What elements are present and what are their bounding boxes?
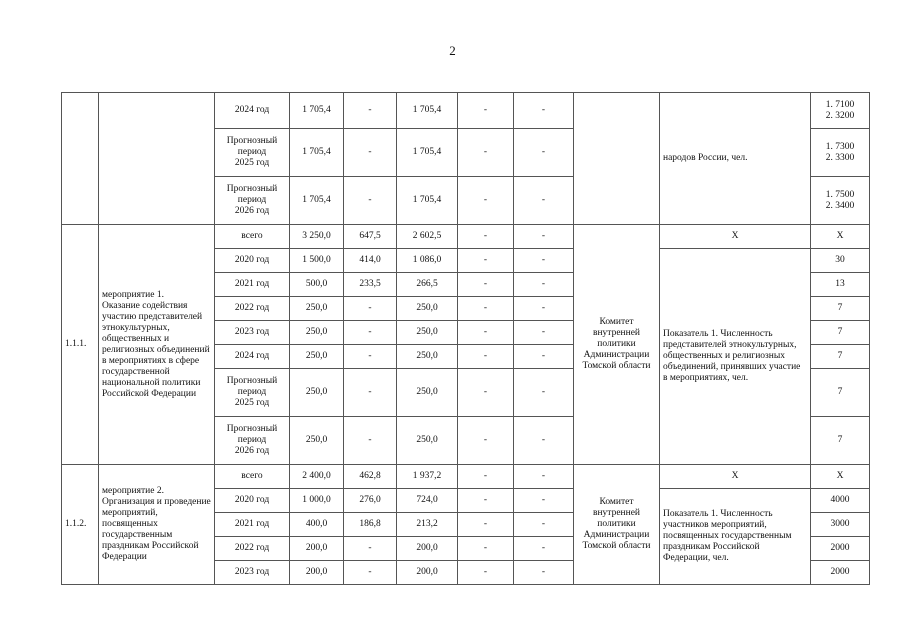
activity-name: мероприятие 2. Организация и проведение мероприятий, посвященных государственным праздникам Российской Федерации xyxy=(99,465,215,585)
period-cell: Прогнозный период 2025 год xyxy=(215,129,290,177)
indicator-cell: Показатель 1. Численность участников мероприятий, посвященных государственным праздникам Российской Федерации, чел. xyxy=(660,489,811,585)
external-cell: - xyxy=(514,177,574,225)
federal-cell: 186,8 xyxy=(344,513,397,537)
total-cell: 250,0 xyxy=(290,297,344,321)
total-cell: 1 705,4 xyxy=(290,129,344,177)
regional-cell: 213,2 xyxy=(397,513,458,537)
table-row xyxy=(62,465,870,489)
federal-cell: - xyxy=(344,93,397,129)
local-cell: - xyxy=(458,177,514,225)
total-cell: 1 000,0 xyxy=(290,489,344,513)
executor-cell xyxy=(574,93,660,225)
regional-cell: 2 602,5 xyxy=(397,225,458,249)
total-cell: 250,0 xyxy=(290,345,344,369)
total-cell: 1 500,0 xyxy=(290,249,344,273)
activity-name: мероприятие 1. Оказание содействия участию представителей этнокультурных, общественных и религиозных объединений в мероприятиях в сфере государственной национальной политики Российской Федерации xyxy=(99,225,215,465)
local-cell: - xyxy=(458,345,514,369)
regional-cell: 250,0 xyxy=(397,369,458,417)
period-cell: 2020 год xyxy=(215,249,290,273)
federal-cell: - xyxy=(344,561,397,585)
federal-cell: 233,5 xyxy=(344,273,397,297)
indicator-value-cell: 7 xyxy=(811,297,870,321)
indicator-value-cell: 7 xyxy=(811,345,870,369)
regional-cell: 200,0 xyxy=(397,561,458,585)
period-cell: Прогнозный период 2025 год xyxy=(215,369,290,417)
external-cell: - xyxy=(514,369,574,417)
external-cell: - xyxy=(514,513,574,537)
federal-cell: - xyxy=(344,417,397,465)
local-cell: - xyxy=(458,513,514,537)
activity-number: 1.1.2. xyxy=(62,465,99,585)
period-cell: 2022 год xyxy=(215,537,290,561)
period-cell: всего xyxy=(215,225,290,249)
external-cell: - xyxy=(514,561,574,585)
name-cell xyxy=(99,93,215,225)
local-cell: - xyxy=(458,489,514,513)
period-cell: Прогнозный период 2026 год xyxy=(215,417,290,465)
indicator-x-cell: X xyxy=(660,225,811,249)
local-cell: - xyxy=(458,273,514,297)
local-cell: - xyxy=(458,465,514,489)
regional-cell: 1 705,4 xyxy=(397,177,458,225)
external-cell: - xyxy=(514,417,574,465)
federal-cell: - xyxy=(344,369,397,417)
period-cell: 2024 год xyxy=(215,345,290,369)
total-cell: 3 250,0 xyxy=(290,225,344,249)
indicator-value-cell: 1. 7100 2. 3200 xyxy=(811,93,870,129)
regional-cell: 200,0 xyxy=(397,537,458,561)
external-cell: - xyxy=(514,321,574,345)
external-cell: - xyxy=(514,345,574,369)
executor-cell: Комитет внутренней политики Администрации Томской области xyxy=(574,225,660,465)
federal-cell: - xyxy=(344,129,397,177)
executor-cell: Комитет внутренней политики Администрации Томской области xyxy=(574,465,660,585)
indicator-value-cell: 4000 xyxy=(811,489,870,513)
regional-cell: 1 705,4 xyxy=(397,129,458,177)
indicator-value-cell: 7 xyxy=(811,321,870,345)
total-cell: 200,0 xyxy=(290,537,344,561)
page-number: 2 xyxy=(449,43,456,58)
external-cell: - xyxy=(514,225,574,249)
indicator-x-cell: X xyxy=(660,465,811,489)
local-cell: - xyxy=(458,417,514,465)
indicator-cell: Показатель 1. Численность представителей этнокультурных, общественных и религиозных объединений, принявших участие в мероприятиях, чел. xyxy=(660,249,811,465)
federal-cell: 647,5 xyxy=(344,225,397,249)
regional-cell: 1 705,4 xyxy=(397,93,458,129)
regional-cell: 250,0 xyxy=(397,345,458,369)
period-cell: 2024 год xyxy=(215,93,290,129)
total-cell: 1 705,4 xyxy=(290,93,344,129)
external-cell: - xyxy=(514,273,574,297)
federal-cell: - xyxy=(344,297,397,321)
federal-cell: - xyxy=(344,345,397,369)
indicator-value-cell: 1. 7500 2. 3400 xyxy=(811,177,870,225)
period-cell: всего xyxy=(215,465,290,489)
indicator-value-cell: 7 xyxy=(811,417,870,465)
regional-cell: 724,0 xyxy=(397,489,458,513)
total-cell: 200,0 xyxy=(290,561,344,585)
regional-cell: 1 086,0 xyxy=(397,249,458,273)
indicator-value-cell: 7 xyxy=(811,369,870,417)
period-cell: Прогнозный период 2026 год xyxy=(215,177,290,225)
local-cell: - xyxy=(458,93,514,129)
program-activities-table xyxy=(61,92,870,585)
total-cell: 250,0 xyxy=(290,417,344,465)
indicator-value-cell: 1. 7300 2. 3300 xyxy=(811,129,870,177)
indicator-value-cell: 30 xyxy=(811,249,870,273)
table-row xyxy=(62,225,870,249)
activity-number: 1.1.1. xyxy=(62,225,99,465)
local-cell: - xyxy=(458,225,514,249)
indicator-value-cell: X xyxy=(811,465,870,489)
local-cell: - xyxy=(458,537,514,561)
total-cell: 2 400,0 xyxy=(290,465,344,489)
total-cell: 1 705,4 xyxy=(290,177,344,225)
period-cell: 2021 год xyxy=(215,273,290,297)
external-cell: - xyxy=(514,465,574,489)
period-cell: 2021 год xyxy=(215,513,290,537)
local-cell: - xyxy=(458,249,514,273)
federal-cell: 276,0 xyxy=(344,489,397,513)
federal-cell: - xyxy=(344,177,397,225)
period-cell: 2023 год xyxy=(215,561,290,585)
federal-cell: 462,8 xyxy=(344,465,397,489)
federal-cell: - xyxy=(344,321,397,345)
indicator-cell: народов России, чел. xyxy=(660,93,811,225)
total-cell: 250,0 xyxy=(290,369,344,417)
total-cell: 250,0 xyxy=(290,321,344,345)
indicator-value-cell: 2000 xyxy=(811,537,870,561)
indicator-value-cell: 3000 xyxy=(811,513,870,537)
table-body xyxy=(62,93,870,585)
external-cell: - xyxy=(514,297,574,321)
external-cell: - xyxy=(514,93,574,129)
external-cell: - xyxy=(514,537,574,561)
regional-cell: 266,5 xyxy=(397,273,458,297)
total-cell: 400,0 xyxy=(290,513,344,537)
local-cell: - xyxy=(458,561,514,585)
regional-cell: 250,0 xyxy=(397,417,458,465)
local-cell: - xyxy=(458,369,514,417)
period-cell: 2023 год xyxy=(215,321,290,345)
regional-cell: 1 937,2 xyxy=(397,465,458,489)
total-cell: 500,0 xyxy=(290,273,344,297)
external-cell: - xyxy=(514,489,574,513)
period-cell: 2020 год xyxy=(215,489,290,513)
local-cell: - xyxy=(458,321,514,345)
indicator-value-cell: 2000 xyxy=(811,561,870,585)
external-cell: - xyxy=(514,249,574,273)
indicator-value-cell: X xyxy=(811,225,870,249)
local-cell: - xyxy=(458,297,514,321)
local-cell: - xyxy=(458,129,514,177)
federal-cell: 414,0 xyxy=(344,249,397,273)
period-cell: 2022 год xyxy=(215,297,290,321)
indicator-value-cell: 13 xyxy=(811,273,870,297)
num-cell xyxy=(62,93,99,225)
table-row xyxy=(62,93,870,129)
external-cell: - xyxy=(514,129,574,177)
federal-cell: - xyxy=(344,537,397,561)
regional-cell: 250,0 xyxy=(397,297,458,321)
regional-cell: 250,0 xyxy=(397,321,458,345)
